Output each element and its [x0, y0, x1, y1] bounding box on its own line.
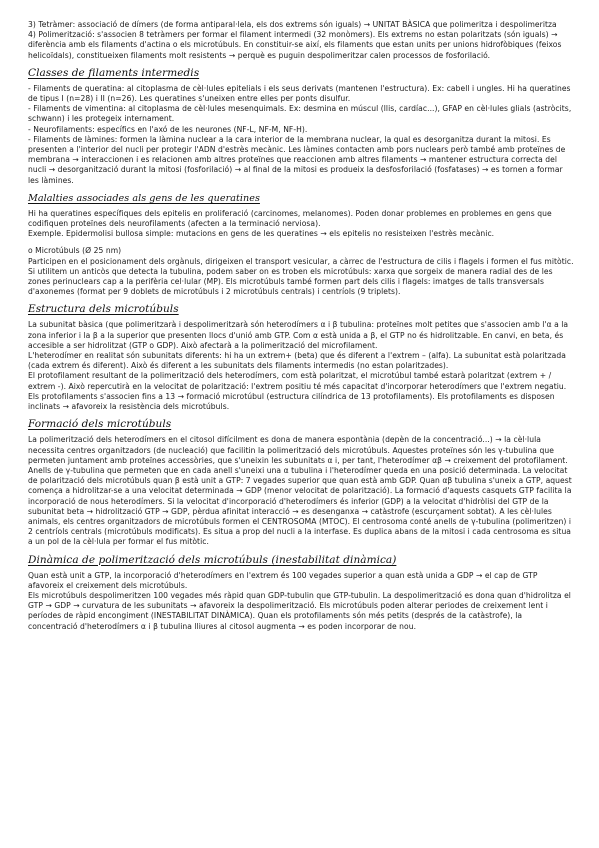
heading-malalties: Malalties associades als gens de les queratines: [28, 192, 260, 204]
list-item-vimentina: - Filaments de vimentina: al citoplasma de cèl·lules mesenquimals. Ex: desmina en múscul (llis, cardíac...), GFAP en cèl·lules glials (astròcits, schwann) i les protegeix internament.: [28, 104, 572, 124]
list-item-lamines: - Filaments de làmines: formen la làmina nuclear a la cara interior de la membrana nuclear, la qual es desorganitza durant la mitosi. Es presenten a l'interior del nucli per protegir l'ADN d'estrès mecànic. Les làmines contacten amb pors nuclears però també amb proteïnes de membrana → interaccionen i es relacionen amb altres proteïnes que reaccionen amb altres filaments → mantener estructura correcta del nucli → desorganització durant la mitosi (fosforilació) → al final de la mitosi es produeix la desfosforilació (fosfatases) → es tornen a formar les làmines.: [28, 134, 566, 185]
microtubuls-title: o Microtúbuls (Ø 25 nm): [28, 246, 122, 256]
formacio-paragraph: La polimerització dels heterodímers en el citosol difícilment es dona de manera espontània (depèn de la concentració...) → la cèl·lula necessita centres organitzadors (de nucleació) que facilitin la polimerització dels microtúbuls. Aquestes proteïnes són les γ-tubulina que permeten juntament amb proteïnes accessòries, que s'uneixin les subunitats α i, per tant, l'heterodímer αβ → creixement del protofilament. Anells de γ-tubulina que permeten que en cada anell s'uneixi una α tubulina i l'heterodímer queda en una posició determinada. La velocitat de polarització dels microtúbuls quan β està unit a GTP: 7 vegades superior que quan està amb GDP. Quan αβ tubulina s'uneix a GTP, aquest comença a hidrolitzar-se a una velocitat determinada → GDP (menor velocitat de polarització). La formació d'aquests casquets GTP facilita la incorporació de nous heterodímers. Si la velocitat d'incorporació d'heterodímers és inferior (GDP) a la velocitat d'hidròlisi del GTP de la subunitat beta → hidrolització GTP → GDP, pèrdua afinitat interacció → es desenganxa → catàstrofe (escurçament sobtat). A les cèl·lules animals, els centres organitzadors de microtúbuls formen el CENTROSOMA (MTOC). El centrosoma conté anells de γ-tubulina (polimeritzen) i 2 centríols centrals (microtúbuls modificats). Es situa a prop del nucli a la interfase. Es duplica abans de la mitosi i cada centrosoma es situa a un pol de la cèl·lula per formar el fus mitòtic.: [28, 435, 572, 547]
heading-dinamica: Dinàmica de polimerització dels microtúbuls (inestabilitat dinàmica): [28, 553, 397, 566]
estructura-paragraph-3: El protofilament resultant de la polimerització dels heterodímers, com està polaritzat, el microtúbul també estarà polaritzat (extrem + / extrem -). Això repercutirà en la velocitat de polarització: l'extrem positiu té més capacitat d'incorporar heterodímers que l'extrem negatiu. Els protofilaments s'associen fins a 13 → formació microtúbul (estructura cilíndrica de 13 protofilaments). Els protofilaments es disposen inclinats → afavoreix la resistència dels microtúbuls.: [28, 371, 567, 412]
malalties-example: Exemple. Epidermolisi bullosa simple: mutacions en gens de les queratines → els epitelis no resisteixen l'estrès mecànic.: [28, 229, 495, 239]
heading-classes: Classes de filaments intermedis: [28, 66, 200, 79]
document-page: [28, 20, 574, 632]
estructura-paragraph-2: L'heterodímer en realitat són subunitats diferents: hi ha un extrem+ (beta) que és diferent a l'extrem – (alfa). La subunitat està polaritzada (cada extrem és diferent). Això és diferent a les subunitats dels filaments intermedis (no estan polaritzades).: [28, 351, 566, 371]
microtubuls-paragraph: Participen en el posicionament dels orgànuls, dirigeixen el transport vesicular, a càrrec de l'estructura de cilis i flagels i formen el fus mitòtic. Si utilitem un anticòs que detecta la tubulina, podem saber on es troben els microtúbuls: xarxa que sorgeix de manera radial des de les zones perinuclears cap a la perifèria cel·lular (MP). Els microtúbuls també formen part dels cilis i flagels: imatges de talls transversals d'axonemes (format per 9 doblets de microtúbuls i 2 microtúbuls centrals) i centríols (9 triplets).: [28, 256, 574, 297]
heading-formacio: Formació dels microtúbuls: [28, 418, 172, 431]
dinamica-paragraph-2: Els microtúbuls despolimeritzen 100 vegades més ràpid quan GDP-tubulin que GTP-tubulin. La despolimerització es dona quan d'hidrolitza el GTP → GDP → curvatura de les subunitats → afavoreix la despolimerització. Els microtúbuls poden alterar periodes de creixement lent i períodes de ràpid encongiment (INESTABILITAT DINÀMICA). Quan els protofilaments són més petits (després de la catàstrofe), la concentració d'heterodímers α i β tubulina lliures al citosol augmenta → es poden incorporar de nou.: [28, 590, 571, 631]
list-item-queratina: - Filaments de queratina: al citoplasma de cèl·lules epitelials i els seus derivats (mantenen l'estructura). Ex: cabell i ungles. Hi ha queratines de tipus I (n=28) i II (n=26). Les queratines s'uneixen entre elles per ponts disulfur.: [28, 83, 571, 104]
malalties-paragraph: Hi ha queratines específiques dels epitelis en proliferació (carcinomes, melanomes). Poden donar problemes en problemes en gens que codifiquen proteïnes dels neurofilaments (afecten a la terminació nerviosa).: [28, 208, 552, 229]
estructura-paragraph-1: La subunitat bàsica (que polimeritzarà i despolimeritzarà són heterodímers α i β tubulina: proteïnes molt petites que s'associen amb l'α a la zona inferior i la β a la superior que presenten llocs d'unió amb GTP. Com α està unida a β, el GTP no és hidrolitzable. En canvi, en beta, és accesible a ser hidrolitzat (GTP o GDP). Això afectarà a la polimerització del microfilament.: [28, 320, 569, 350]
dinamica-paragraph-1: Quan està unit a GTP, la incorporació d'heterodímers en l'extrem és 100 vegades superior a quan està unida a GDP → el cap de GTP afavoreix el creixement dels microtúbuls.: [28, 570, 538, 590]
intro-polimeritzacio: 4) Polimerització: s'associen 8 tetràmers per formar el filament intermedi (32 monòmers). Els extrems no estan polaritzats (són iguals) → diferència amb els filaments d'actina o els microtúbuls. En constituir-se així, els filaments que estan units per unions hidrofòbiques (feixos helicoïdals), constitueixen filaments molt resistents → perquè es puguin despolimeritzar calen processos de fosforilació.: [28, 30, 562, 60]
list-item-neurofilaments: - Neurofilaments: específics en l'axó de les neurones (NF-L, NF-M, NF-H).: [28, 124, 308, 134]
intro-tetramer: 3) Tetràmer: associació de dímers (de forma antiparal·lela, els dos extrems són iguals) → UNITAT BÀSICA que polimeritza i despolimeritza: [28, 20, 557, 29]
heading-estructura: Estructura dels microtúbuls: [28, 303, 179, 316]
